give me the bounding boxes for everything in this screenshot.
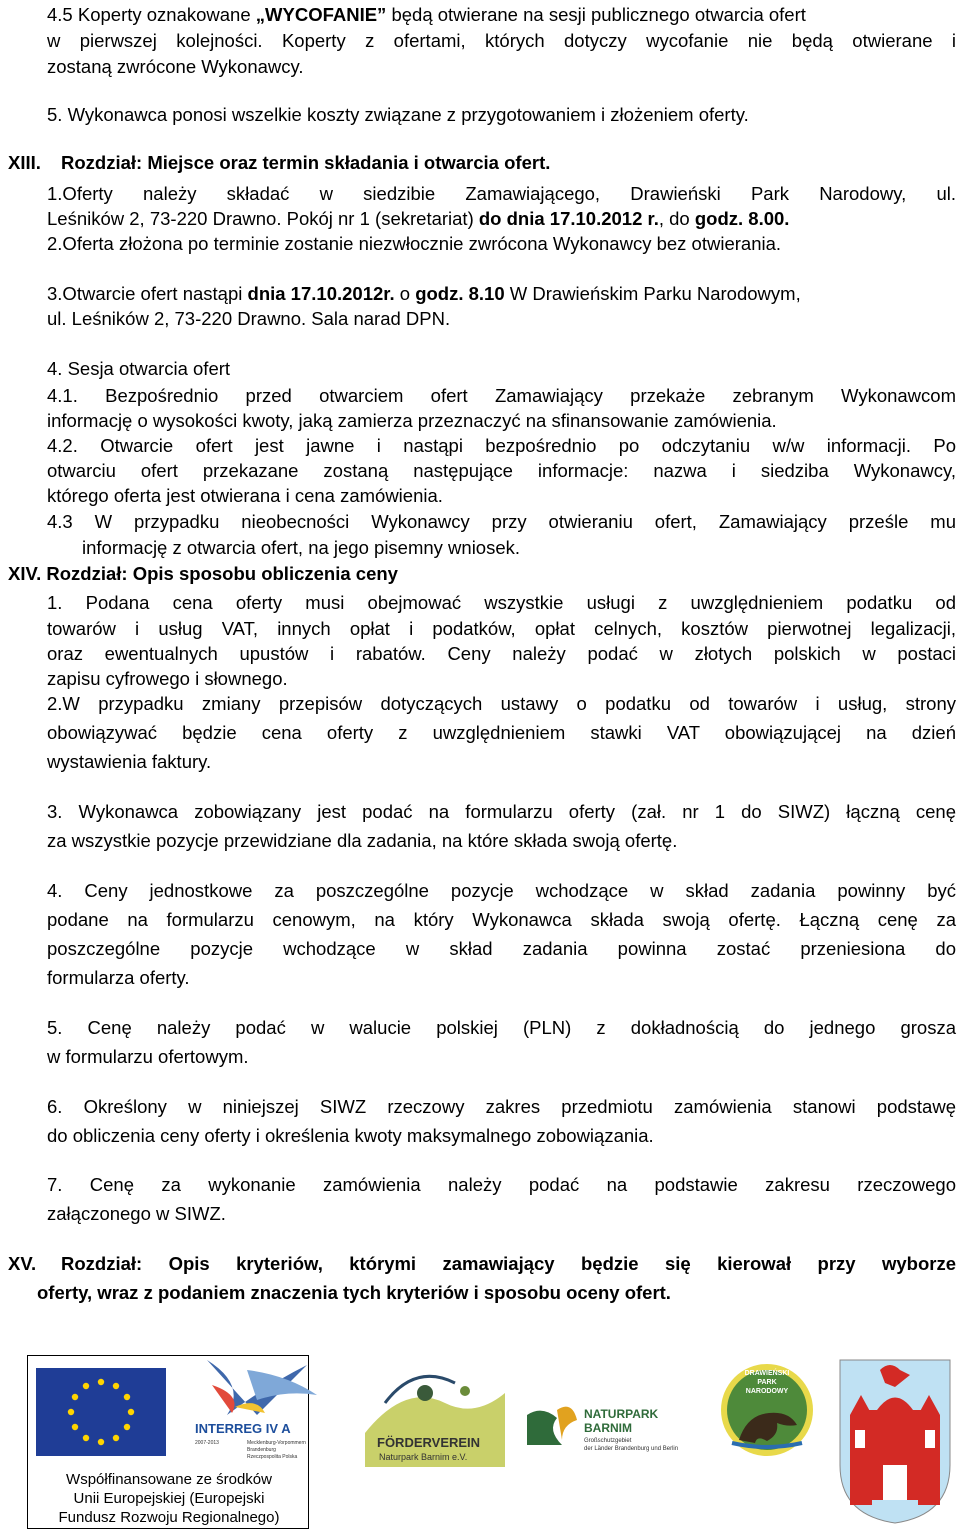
naturpark-name: BARNIM bbox=[584, 1421, 632, 1435]
text-line: 5. Cenę należy podać w walucie polskiej (PLN) z dokładnością do jednego grosza bbox=[47, 1017, 956, 1038]
cofinancing-text: Unii Europejskiej (Europejski bbox=[73, 1490, 265, 1507]
cofinancing-text: Fundusz Rozwoju Regionalnego) bbox=[58, 1509, 280, 1526]
text-line: 1.Oferty należy składać w siedzibie Zamawiającego, Drawieński Park Narodowy, ul. bbox=[47, 183, 956, 204]
section-heading: XIV. Rozdział: Opis sposobu obliczenia ceny bbox=[8, 563, 398, 584]
interreg-region: Rzeczpospolita Polska bbox=[247, 1454, 298, 1460]
text-line: wystawienia faktury. bbox=[47, 751, 212, 772]
dpn-name: PARK bbox=[757, 1379, 777, 1386]
text-line: 4. Ceny jednostkowe za poszczególne pozycje wchodzące w skład zadania powinny być bbox=[47, 880, 956, 901]
cofinancing-text: Współfinansowane ze środków bbox=[66, 1471, 272, 1488]
text-line: otwarciu ofert przekazane zostaną następujące informacje: nazwa i siedziba Wykonawcy, bbox=[47, 460, 956, 481]
interreg-title: INTERREG IV A bbox=[195, 1421, 291, 1436]
forderverein-logo bbox=[365, 1363, 505, 1467]
eu-flag-icon bbox=[36, 1368, 166, 1456]
text-line: towarów i usług VAT, innych opłat i podatków, opłat celnych, kosztów pierwotnej legalizacji, bbox=[47, 618, 956, 639]
section-heading-cont: oferty, wraz z podaniem znaczenia tych kryteriów i sposobu oceny ofert. bbox=[37, 1282, 671, 1303]
text-line: 7. Cenę za wykonanie zamówienia należy podać na podstawie zakresu rzeczowego bbox=[47, 1174, 956, 1195]
text-line: 4.2. Otwarcie ofert jest jawne i nastąpi bezpośrednio po odczytaniu w/w informacji. Po bbox=[47, 435, 956, 456]
text-line: Leśników 2, 73-220 Drawno. Pokój nr 1 (sekretariat) do dnia 17.10.2012 r., do godz. 8.00. bbox=[47, 208, 790, 229]
text-line: do obliczenia ceny oferty i określenia kwoty maksymalnego zobowiązania. bbox=[47, 1125, 654, 1146]
text-line: załączonego w SIWZ. bbox=[47, 1203, 226, 1224]
text-line: 1. Podana cena oferty musi obejmować wszystkie usługi z uwzględnieniem podatku od bbox=[47, 592, 956, 613]
text-line: formularza oferty. bbox=[47, 967, 190, 988]
text-line: podane na formularzu cenowym, na który Wykonawca składa swoją ofertę. Łączną cenę za bbox=[47, 909, 956, 930]
text-line: za wszystkie pozycje przewidziane dla zadania, na które składa swoją ofertę. bbox=[47, 830, 678, 851]
text-line: 3. Wykonawca zobowiązany jest podać na formularzu oferty (zał. nr 1 do SIWZ) łączną cenę bbox=[47, 801, 956, 822]
text-line: 5. Wykonawca ponosi wszelkie koszty związane z przygotowaniem i złożeniem oferty. bbox=[47, 104, 749, 125]
text-line: 4. Sesja otwarcia ofert bbox=[47, 358, 231, 379]
section-number: XIII. bbox=[8, 152, 41, 173]
interreg-logo bbox=[187, 1355, 347, 1465]
text-line: poszczególne pozycje wchodzące w skład zadania powinna zostać przeniesiona do bbox=[47, 938, 956, 959]
naturpark-name: NATURPARK bbox=[584, 1407, 659, 1421]
text-line: informację o wysokości kwoty, jaką zamierza przeznaczyć na sfinansowanie zamówienia. bbox=[47, 410, 777, 431]
naturpark-subtitle: der Länder Brandenburg und Berlin bbox=[584, 1446, 679, 1452]
section-number: XV. bbox=[8, 1253, 37, 1274]
text-line: 3.Otwarcie ofert nastąpi dnia 17.10.2012r. o godz. 8.10 W Drawieńskim Parku Narodowym, bbox=[47, 283, 801, 304]
text-line: ul. Leśników 2, 73-220 Drawno. Sala narad DPN. bbox=[47, 308, 451, 329]
text-line: 2.Oferta złożona po terminie zostanie niezwłocznie zwrócona Wykonawcy bez otwierania. bbox=[47, 233, 782, 254]
interreg-years: 2007-2013 bbox=[195, 1440, 219, 1446]
dpn-name: NARODOWY bbox=[745, 1388, 789, 1395]
text-line: zostaną zwrócone Wykonawcy. bbox=[47, 56, 304, 77]
crest-icon bbox=[835, 1355, 955, 1525]
dpn-name: DRAWIEŃSKI bbox=[744, 1370, 790, 1377]
section-heading: Rozdział: Opis kryteriów, którymi zamawiający będzie się kierował przy wyborze bbox=[61, 1253, 956, 1274]
naturpark-barnim-logo bbox=[522, 1400, 697, 1465]
naturpark-subtitle: Großschutzgebiet bbox=[584, 1438, 632, 1444]
footer-logos bbox=[27, 1355, 957, 1530]
text-line: 4.3 W przypadku nieobecności Wykonawcy przy otwieraniu ofert, Zamawiający prześle mu bbox=[47, 511, 956, 532]
forderverein-subtitle: Naturpark Barnim e.V. bbox=[379, 1452, 468, 1462]
text-line: informację z otwarcia ofert, na jego pisemny wniosek. bbox=[82, 537, 521, 558]
forderverein-name: FÖRDERVEREIN bbox=[377, 1435, 481, 1450]
interreg-region: Mecklenburg-Vorpommern bbox=[247, 1440, 306, 1446]
section-heading: Rozdział: Miejsce oraz termin składania i otwarcia ofert. bbox=[61, 152, 551, 173]
text-line: zapisu cyfrowego i słownego. bbox=[47, 668, 288, 689]
text-line: 4.5 Koperty oznakowane „WYCOFANIE” będą otwierane na sesji publicznego otwarcia ofert bbox=[47, 4, 806, 25]
text-line: w formularzu ofertowym. bbox=[47, 1046, 249, 1067]
dpn-logo bbox=[717, 1355, 817, 1465]
text-line: oraz ewentualnych upustów i rabatów. Ceny należy podać w złotych polskich w postaci bbox=[47, 643, 956, 664]
text-line: obowiązywać będzie cena oferty z uwzględnieniem stawki VAT obowiązującej na dzień bbox=[47, 722, 956, 743]
text-line: 4.1. Bezpośrednio przed otwarciem ofert Zamawiający przekaże zebranym Wykonawcom bbox=[47, 385, 956, 406]
text-line: którego oferta jest otwierana i cena zamówienia. bbox=[47, 485, 443, 506]
text-line: 6. Określony w niniejszej SIWZ rzeczowy zakres przedmiotu zamówienia stanowi podstawę bbox=[47, 1096, 956, 1117]
interreg-region: Brandenburg bbox=[247, 1447, 276, 1453]
text-line: 2.W przypadku zmiany przepisów dotyczących ustawy o podatku od towarów i usług, strony bbox=[47, 693, 956, 714]
text-line: w pierwszej kolejności. Koperty z ofertami, których dotyczy wycofanie nie będą otwierane i bbox=[47, 30, 956, 51]
